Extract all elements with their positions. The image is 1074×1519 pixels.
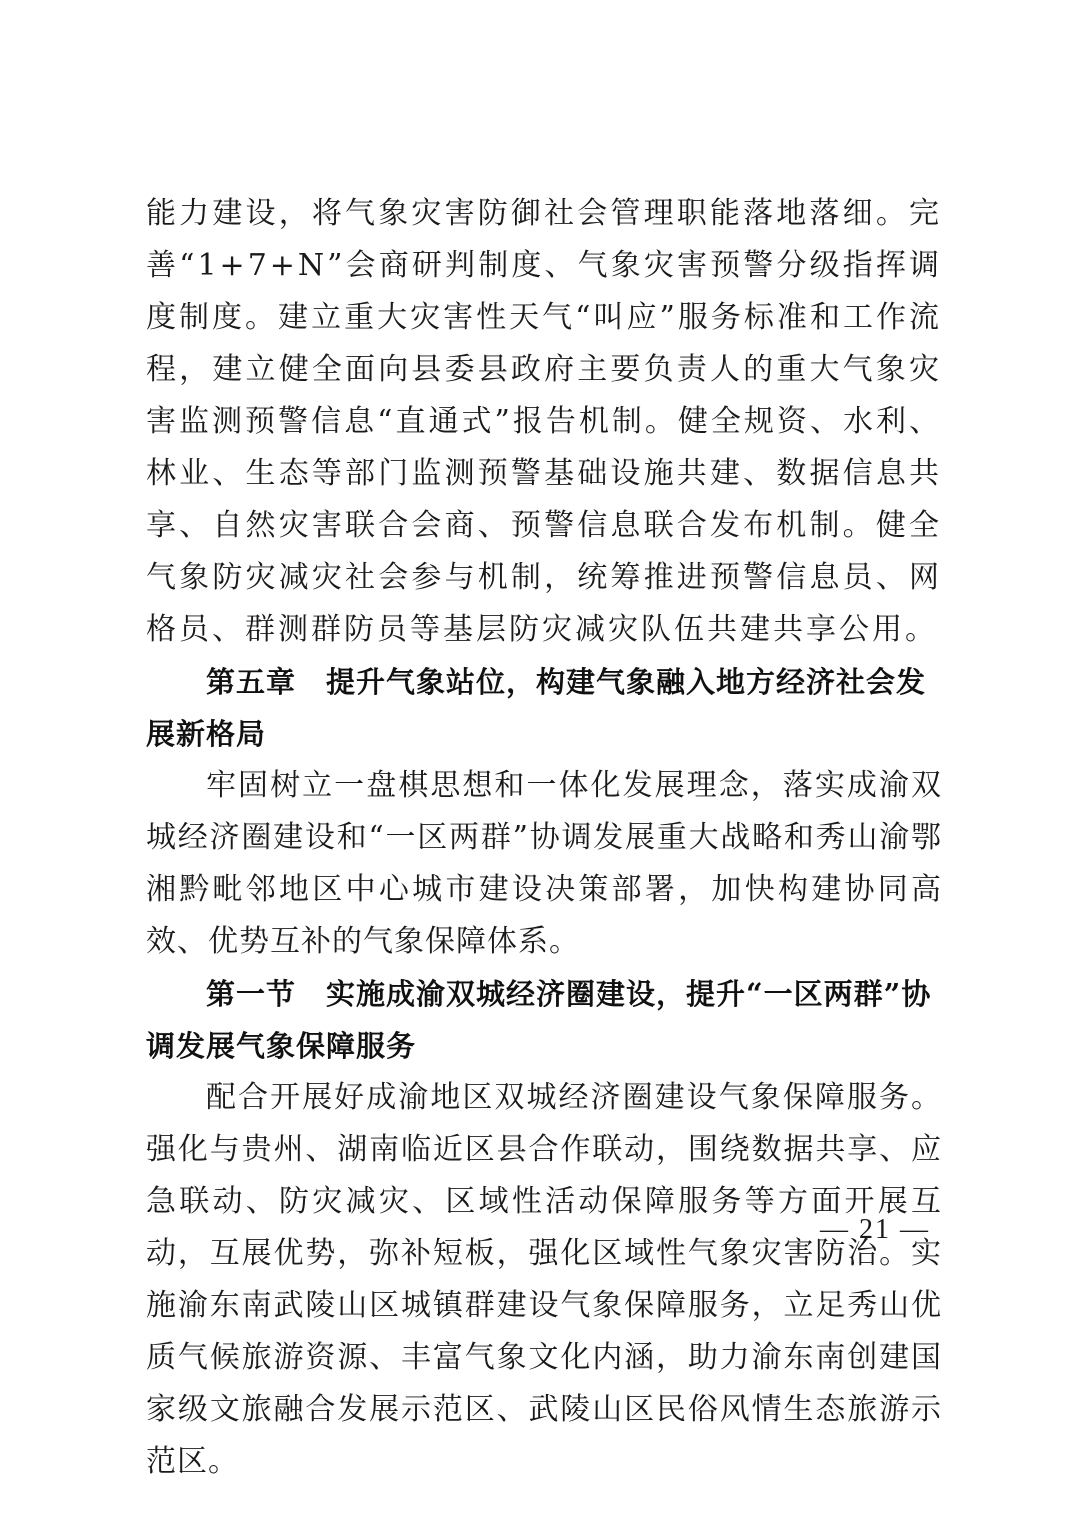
- section-body-paragraph: 配合开展好成渝地区双城经济圈建设气象保障服务。强化与贵州、湖南临近区县合作联动，围绕数据共享、应急联动、防灾减灾、区域性活动保障服务等方面开展互动，互展优势，弥补短板，强化区域性气象灾害防治。实施渝东南武陵山区城镇群建设气象保障服务，立足秀山优质气候旅游资源、丰富气象文化内涵，助力渝东南创建国家级文旅融合发展示范区、武陵山区民俗风情生态旅游示范区。: [146, 1080, 942, 1479]
- chapter-intro-paragraph: 牢固树立一盘棋思想和一体化发展理念，落实成渝双城经济圈建设和“一区两群”协调发展重大战略和秀山渝鄂湘黔毗邻地区中心城市建设决策部署，加快构建协同高效、优势互补的气象保障体系。: [146, 768, 942, 959]
- chapter-heading: 第五章 提升气象站位，构建气象融入地方经济社会发展新格局: [146, 665, 927, 751]
- document-body: [146, 188, 942, 1488]
- paragraph-continued: 能力建设，将气象灾害防御社会管理职能落地落细。完善“1+7+N”会商研判制度、气象灾害预警分级指挥调度制度。建立重大灾害性天气“叫应”服务标准和工作流程，建立健全面向县委县政府主要负责人的重大气象灾害监测预警信息“直通式”报告机制。健全规资、水利、林业、生态等部门监测预警基础设施共建、数据信息共享、自然灾害联合会商、预警信息联合发布机制。健全气象防灾减灾社会参与机制，统筹推进预警信息员、网格员、群测群防员等基层防灾减灾队伍共建共享公用。: [146, 196, 942, 647]
- section-heading: 第一节 实施成渝双城经济圈建设，提升“一区两群”协调发展气象保障服务: [146, 977, 932, 1063]
- page-number: — 21 —: [820, 1214, 930, 1245]
